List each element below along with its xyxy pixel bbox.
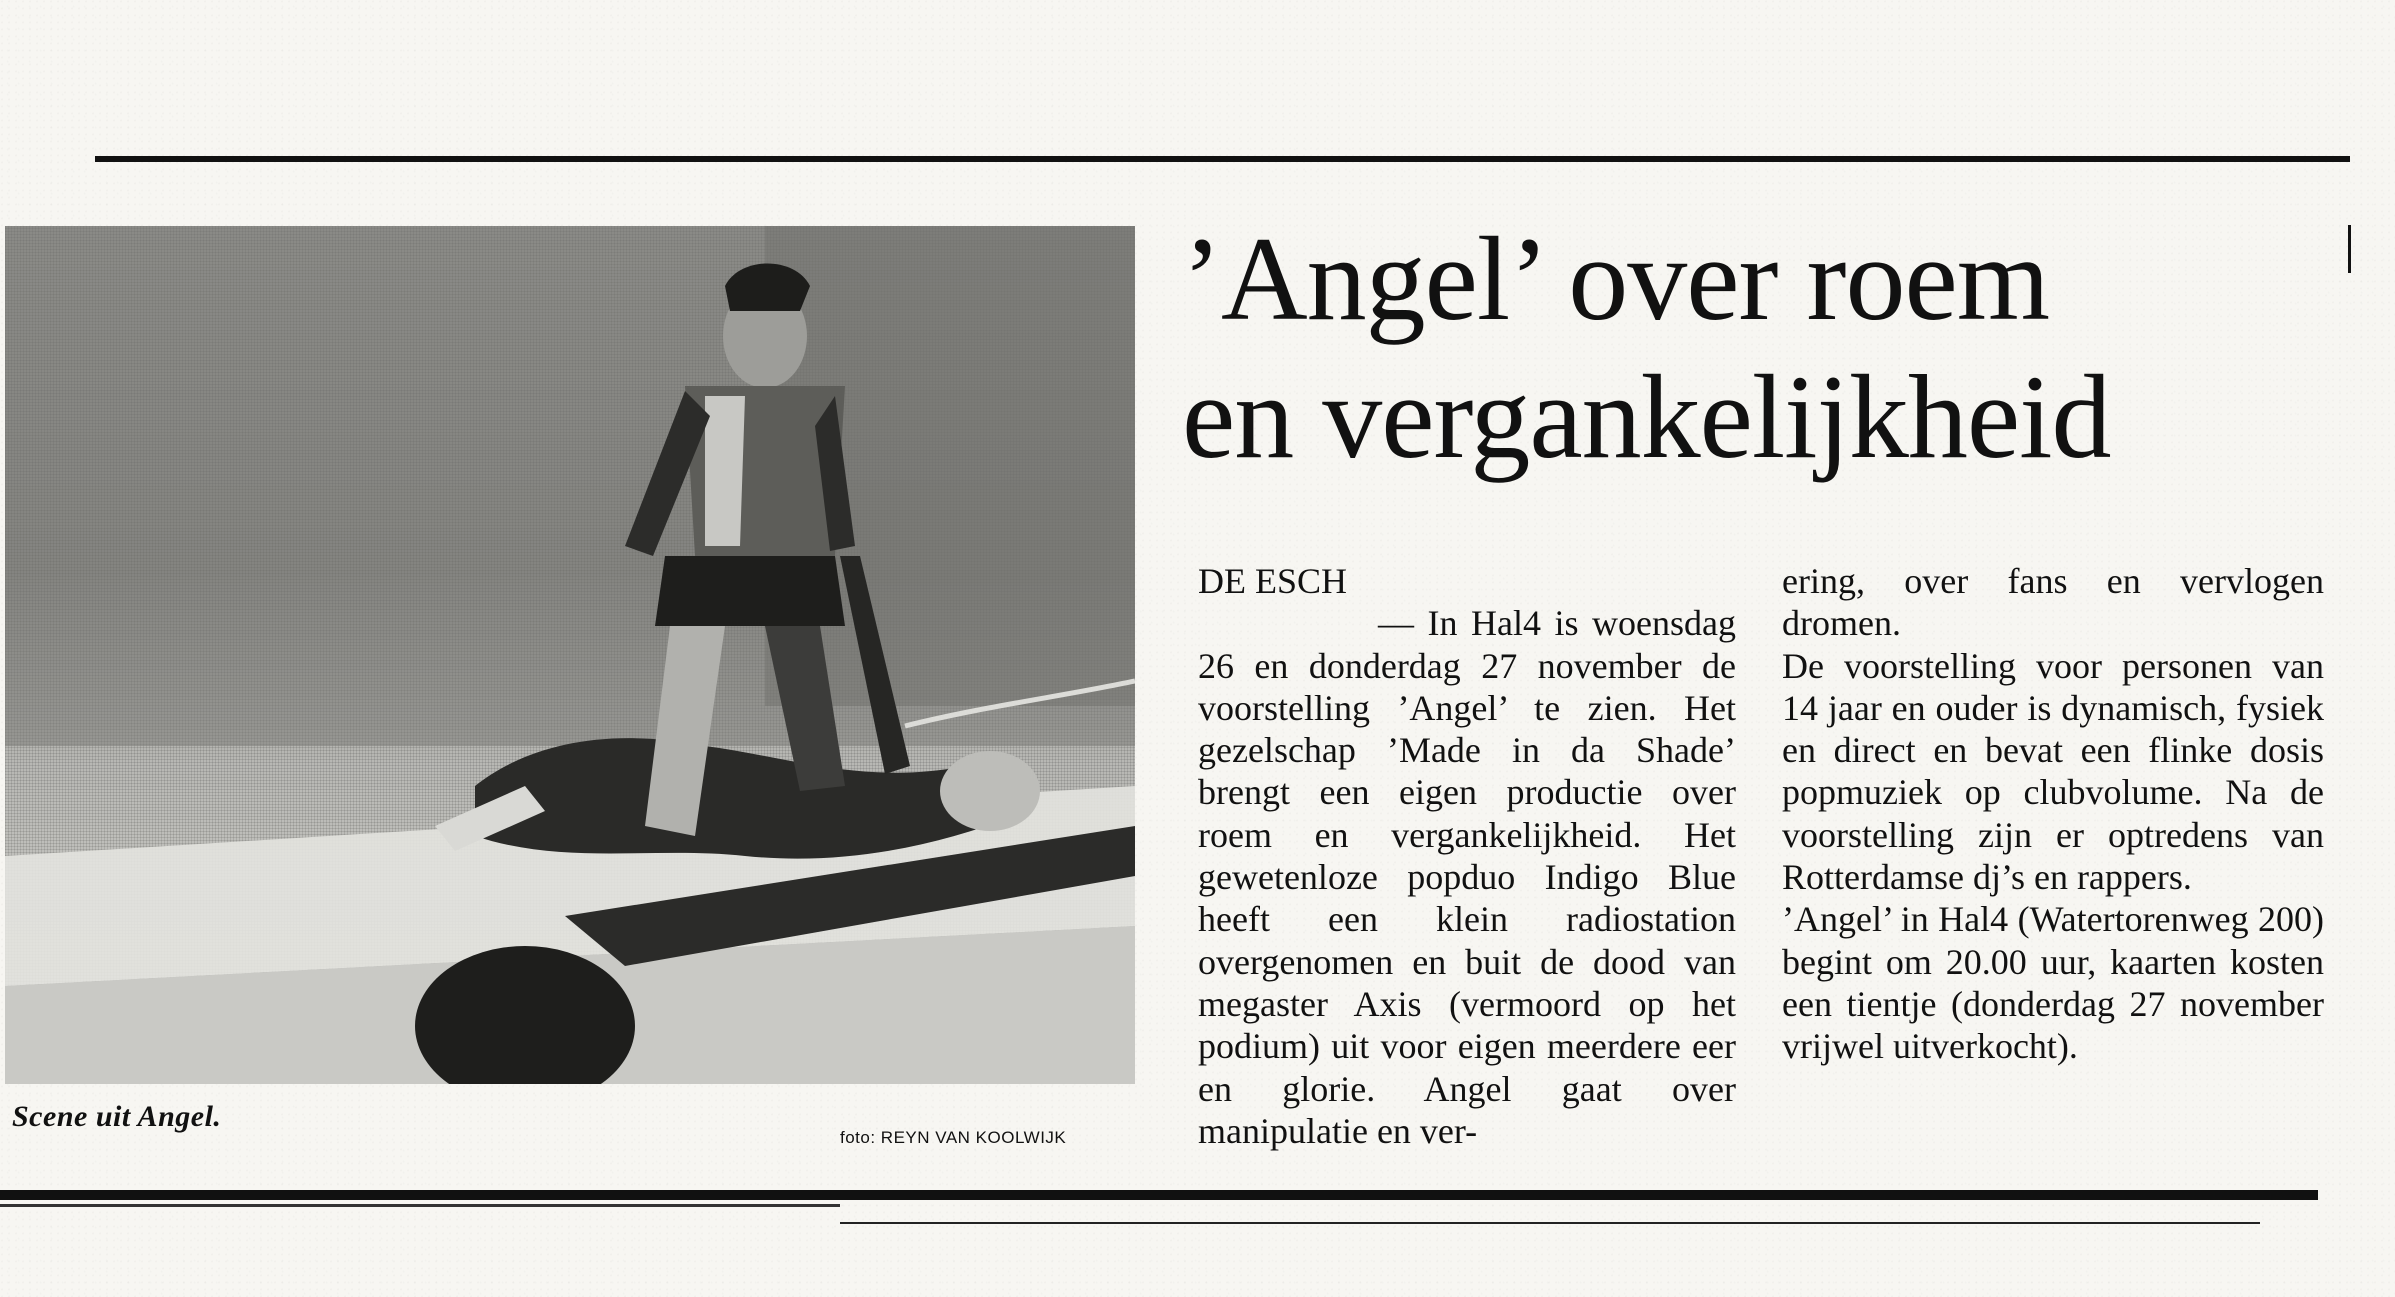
body-paragraph: De voorstelling voor personen van 14 jaar en ouder is dynamisch, fysiek en direct en bevat een flinke dosis popmuziek op clubvolume. Na de voorstelling zijn er optredens van Rotterdamse dj’s en rappers. (1782, 645, 2324, 898)
photo-caption: Scene uit Angel. (12, 1100, 222, 1133)
edge-mark (2348, 225, 2351, 273)
article-headline (1182, 210, 2342, 486)
dateline: DE ESCH (1198, 561, 1348, 601)
body-paragraph: ’Angel’ in Hal4 (Watertorenweg 200) begint om 20.00 uur, kaarten kosten een tientje (donderdag 27 november vrijwel uitverkocht). (1782, 899, 2324, 1067)
bottom-rule-thin (840, 1222, 2260, 1224)
article-photo (5, 226, 1135, 1084)
photo-scene (5, 226, 1135, 1084)
body-paragraph: ering, over fans en vervlogen dromen. (1782, 561, 2324, 644)
headline-line-1: ’Angel’ over roem (1182, 212, 2050, 345)
article-column-2 (1782, 560, 2324, 1068)
bottom-rule (0, 1190, 2318, 1200)
photo-credit: foto: REYN VAN KOOLWIJK (840, 1128, 1067, 1147)
bottom-rule-thin-left (0, 1204, 840, 1207)
headline-line-2: en vergankelijkheid (1182, 350, 2111, 483)
top-rule (95, 156, 2350, 162)
article-column-1 (1198, 560, 1736, 1152)
body-paragraph: — In Hal4 is woensdag 26 en donderdag 27 november de voorstelling ’Angel’ te zien. Het gezelschap ’Made in da Shade’ brengt een eigen productie over roem en vergankelijkheid. Het gewetenloze popduo Indigo Blue heeft een klein radiostation overgenomen en buit de dood van megaster Axis (vermoord op het podium) uit voor eigen meerdere eer en glorie. Angel gaat over manipulatie en ver- (1198, 603, 1736, 1151)
